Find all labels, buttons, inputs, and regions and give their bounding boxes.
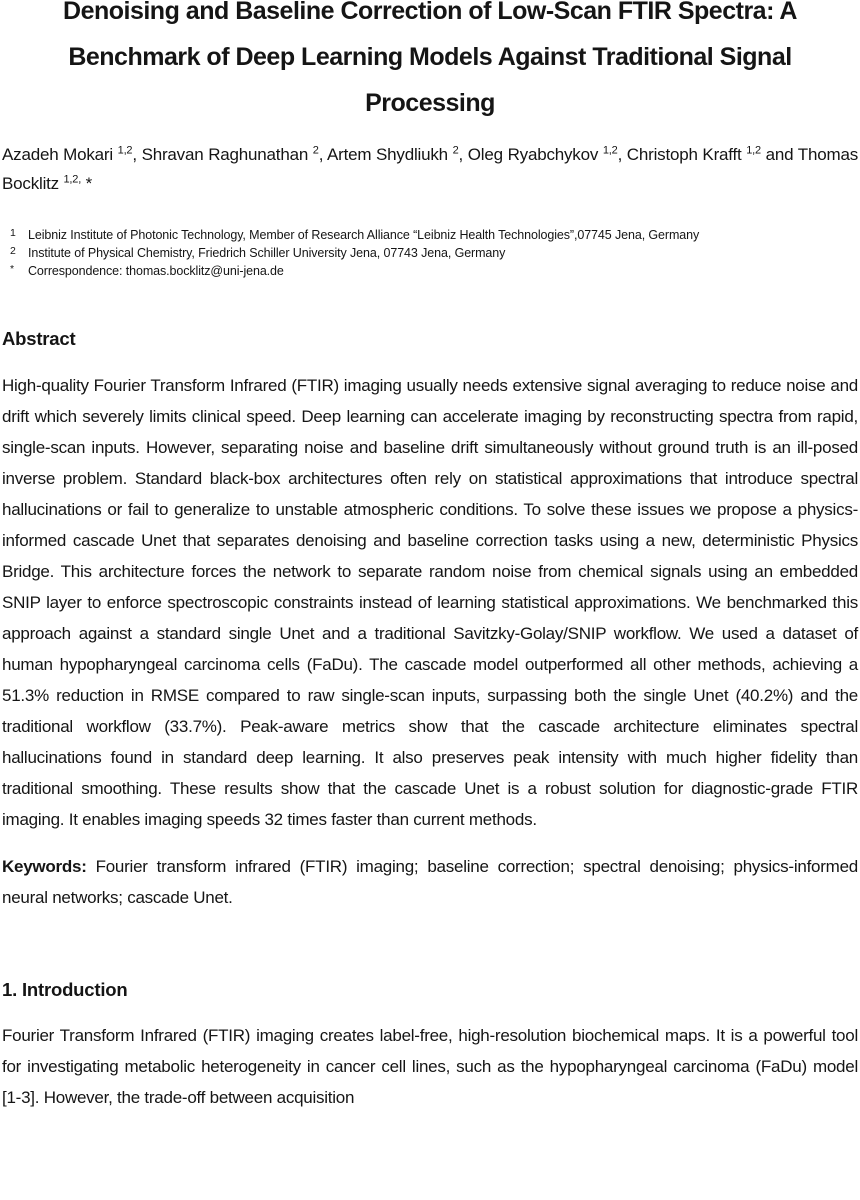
- affiliations-block: [2, 226, 858, 280]
- affiliation-row: [2, 262, 858, 280]
- abstract-heading: Abstract: [2, 328, 76, 349]
- author-superscript: 1,2: [746, 144, 761, 157]
- author-separator: ,: [458, 145, 468, 164]
- author-superscript: 1,2: [117, 144, 133, 157]
- correspondence-text: Correspondence: thomas.bocklitz@uni-jena.de: [28, 264, 284, 278]
- affiliation-row: [2, 244, 858, 262]
- affiliation-marker: 2: [10, 245, 16, 257]
- introduction-body: Fourier Transform Infrared (FTIR) imaging creates label-free, high-resolution biochemical maps. It is a powerful tool for investigating metabolic heterogeneity in cancer cell lines, such as the hypopharyngeal carcinoma (FaDu) model [1-3]. However, the trade-off between acquisition: [2, 1026, 858, 1107]
- author-separator: and: [760, 145, 798, 164]
- author-superscript: 1,2,: [63, 173, 82, 186]
- author-separator: ,: [617, 145, 627, 164]
- affiliation-marker: 1: [10, 227, 16, 239]
- abstract-body: High-quality Fourier Transform Infrared (FTIR) imaging usually needs extensive signal averaging to reduce noise and drift which severely limits clinical speed. Deep learning can accelerate imaging by reconstructing spectra from rapid, single-scan inputs. However, separating noise and baseline drift simultaneously without ground truth is an ill-posed inverse problem. Standard black-box architectures often rely on statistical approximations that introduce spectral hallucinations or fail to generalize to unstable atmospheric conditions. To solve these issues we propose a physics-informed cascade Unet that separates denoising and baseline correction tasks using a new, deterministic Physics Bridge. This architecture forces the network to separate random noise from chemical signals using an embedded SNIP layer to enforce spectroscopic constraints instead of learning statistical approximations. We benchmarked this approach against a standard single Unet and a traditional Savitzky-Golay/SNIP workflow. We used a dataset of human hypopharyngeal carcinoma cells (FaDu). The cascade model outperformed all other methods, achieving a 51.3% reduction in RMSE compared to raw single-scan inputs, surpassing both the single Unet (40.2%) and the traditional workflow (33.7%). Peak-aware metrics show that the cascade architecture eliminates spectral hallucinations found in standard deep learning. It also preserves peak intensity with much higher fidelity than traditional smoothing. These results show that the cascade Unet is a robust solution for diagnostic-grade FTIR imaging. It enables imaging speeds 32 times faster than current methods.: [2, 376, 858, 829]
- introduction-heading: 1. Introduction: [2, 979, 128, 1000]
- keywords-label: Keywords:: [2, 857, 87, 876]
- author-name: Christoph Krafft: [626, 145, 747, 164]
- affiliation-row: [2, 226, 858, 244]
- author-superscript: 2: [452, 144, 459, 157]
- author-separator: *: [81, 174, 93, 193]
- authors-line: [2, 140, 858, 198]
- author-name: Artem Shydliukh: [326, 145, 453, 164]
- keywords-line: [2, 851, 858, 913]
- keywords-text: Fourier transform infrared (FTIR) imaging; baseline correction; spectral denoising; physics-informed neural networks; cascade Unet.: [2, 857, 858, 907]
- author-separator: ,: [318, 145, 327, 164]
- affiliation-marker: *: [10, 263, 14, 275]
- author-superscript: 2: [312, 144, 319, 157]
- author-name: Azadeh Mokari: [2, 145, 118, 164]
- author-separator: ,: [132, 145, 142, 164]
- author-superscript: 1,2: [602, 144, 618, 157]
- affiliation-text: Institute of Physical Chemistry, Friedrich Schiller University Jena, 07743 Jena, Germany: [28, 246, 506, 260]
- page-title: Denoising and Baseline Correction of Low-Scan FTIR Spectra: A Benchmark of Deep Learning Models Against Traditional Signal Processing: [63, 0, 797, 117]
- author-name: Thomas Bocklitz: [2, 145, 859, 193]
- affiliation-text: Leibniz Institute of Photonic Technology, Member of Research Alliance “Leibniz Health Technologies”,07745 Jena, Germany: [28, 228, 700, 242]
- author-name: Shravan Raghunathan: [141, 145, 313, 164]
- author-name: Oleg Ryabchykov: [467, 145, 603, 164]
